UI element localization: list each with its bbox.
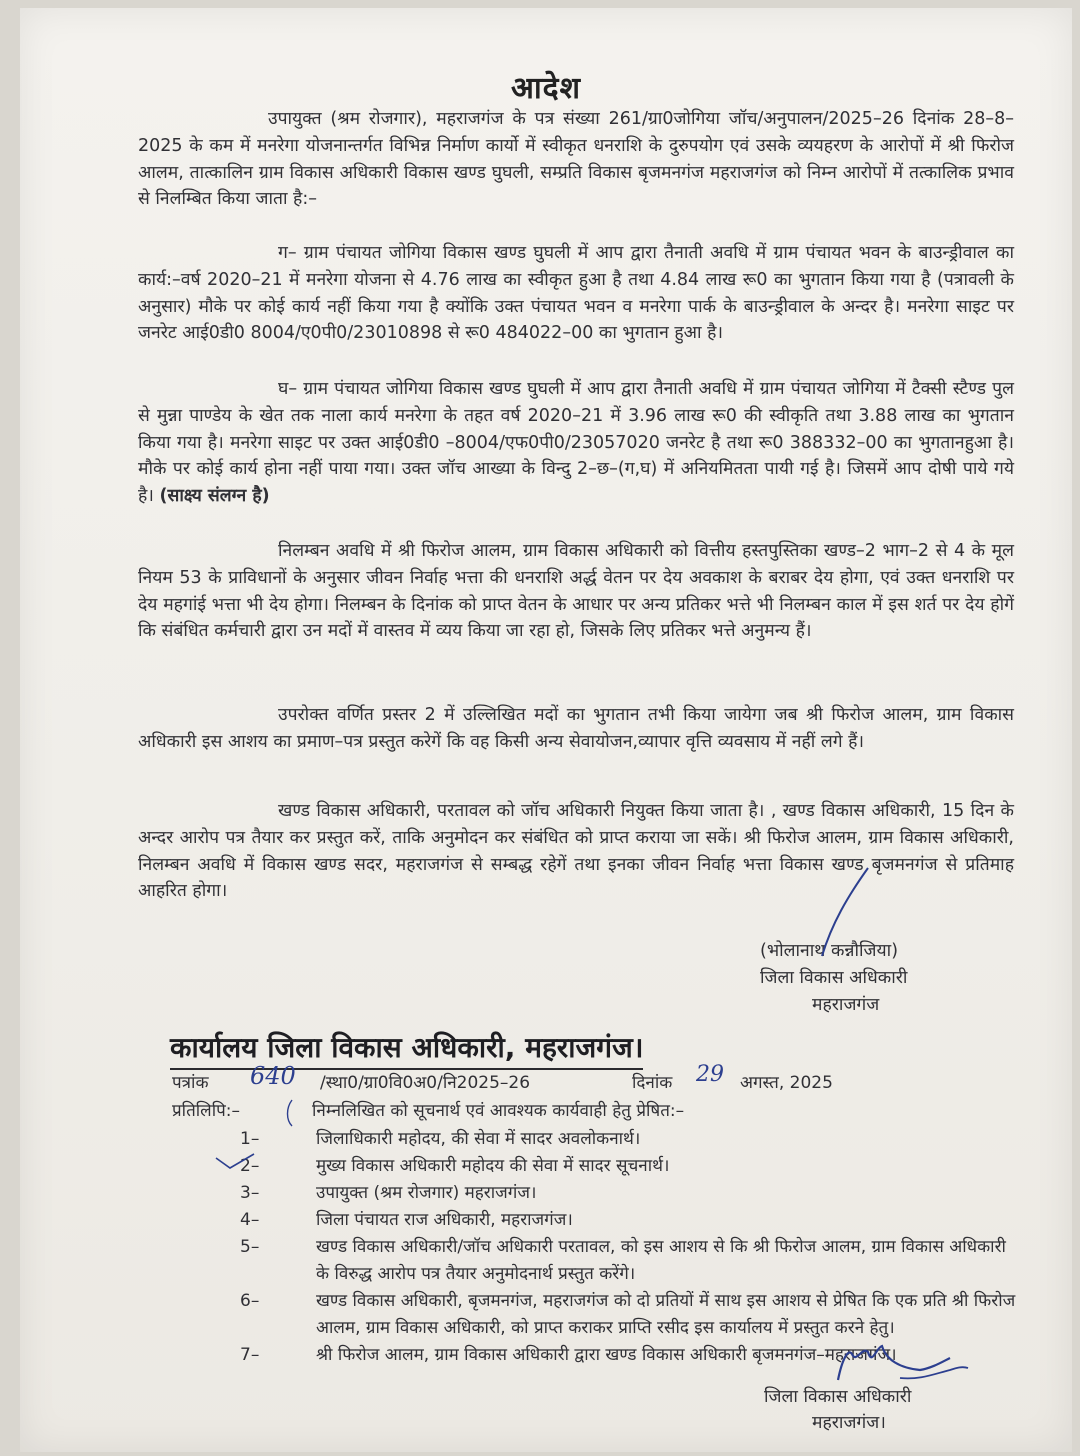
date-month-year: अगस्त, 2025 [740,1073,833,1093]
signatory-designation: जिला विकास अधिकारी [760,968,908,988]
item-text: खण्ड विकास अधिकारी, बृजमनगंज, महराजगंज को दो प्रतियों में साथ इस आशय से प्रेषित कि एक प्रति श्री फिरोज आलम, ग्राम विकास अधिकारी, को प्राप्त कराकर प्राप्ति रसीद इस कार्यालय में प्रस्तुत करने हेतु। [316,1291,1016,1338]
reference-label: पत्रांक [172,1073,209,1093]
list-item [220,1180,1020,1207]
item-number: 2– [240,1156,260,1176]
item-text: जिला पंचायत राज अधिकारी, महराजगंज। [316,1210,573,1230]
item-number: 1– [240,1129,260,1149]
signature-block-1 [760,938,907,1019]
office-header: कार्यालय जिला विकास अधिकारी, महराजगंज। [170,1028,643,1070]
item-number: 7– [240,1345,260,1365]
reference-code: /स्था0/ग्रा0वि0अ0/नि2025–26 [320,1073,531,1093]
list-item [220,1342,1020,1369]
list-item [220,1234,1020,1288]
signatory-designation: जिला विकास अधिकारी [764,1387,912,1407]
item-number: 4– [240,1210,260,1230]
date-label: दिनांक [632,1073,673,1093]
list-item [220,1288,1020,1342]
item-text: जिलाधिकारी महोदय, की सेवा में सादर अवलोकनार्थ। [316,1129,641,1149]
signatory-place: महराजगंज। [812,1413,886,1433]
allowance-paragraph: निलम्बन अवधि में श्री फिरोज आलम, ग्राम विकास अधिकारी को वित्तीय हस्तपुस्तिका खण्ड–2 भाग–2 से 4 के मूल नियम 53 के प्राविधानों के अनुसार जीवन निर्वाह भत्ता की धनराशि अर्द्ध वेतन पर देय अवकाश के बराबर देय होगा, एवं उक्त धनराशि पर देय महगांई भत्ता भी देय होगा। निलम्बन के दिनांक को प्राप्त वेतन के आधार पर अन्य प्रतिकर भत्ते भी निलम्बन काल में इस शर्त पर देय होगें कि संबंधित कर्मचारी द्वारा उन मदों में वास्तव में व्यय किया जा रहा हो, जिसके लिए प्रतिकर भत्ते अनुमन्य हैं। [138,541,1014,642]
signatory-name: (भोलानाथ कन्नौजिया) [760,941,899,961]
order-paragraph-intro: उपायुक्त (श्रम रोजगार), महराजगंज के पत्र संख्या 261/ग्रा0जोगिया जॉच/अनुपालन/2025–26 दिनांक 28–8–2025 के कम में मनरेगा योजनान्तर्गत विभिन्न निर्माण कार्यो में स्वीकृत धनराशि के दुरुपयोग एवं उसके व्ययहरण के आरोपों में श्री फिरोज आलम, तात्कालिन ग्राम विकास अधिकारी विकास खण्ड घुघली, सम्प्रति विकास बृजमनगंज महराजगंज को निम्न आरोपों में तत्कालिक प्रभाव से निलम्बित किया जाता है:– [138,109,1014,210]
list-item [220,1207,1020,1234]
item-text: मुख्य विकास अधिकारी महोदय की सेवा में सादर सूचनार्थ। [316,1156,670,1176]
document-title: आदेश [511,71,581,106]
payment-condition-paragraph: उपरोक्त वर्णित प्रस्तर 2 में उल्लिखित मदों का भुगतान तभी किया जायेगा जब श्री फिरोज आलम, ग्राम विकास अधिकारी इस आशय का प्रमाण–पत्र प्रस्तुत करेगें कि वह किसी अन्य सेवायोजन,व्यापार वृत्ति व्यवसाय में नहीं लगे हैं। [138,705,1014,752]
item-number: 3– [240,1183,260,1203]
signatory-place: महराजगंज [812,995,880,1015]
charge-text: घ– ग्राम पंचायत जोगिया विकास खण्ड घुघली में आप द्वारा तैनाती अवधि में ग्राम पंचायत जोगिया में टैक्सी स्टैण्ड पुल से मुन्ना पाण्डेय के खेत तक नाला कार्य मनरेगा के तहत वर्ष 2020–21 में 3.96 लाख रू0 की स्वीकृति तथा 3.88 लाख का भुगतान किया गया है। मनरेगा साइट पर उक्त आई0डी0 –8004/एफ0पी0/23057020 जनरेट है तथा रू0 388332–00 का भुगतानहुआ है। मौके पर कोई कार्य होना नहीं पाया गया। उक्त जॉच आख्या के विन्दु 2–छ–(ग,घ) में अनियमितता पायी गई है। जिसमें आप दोषी पाये गये है। [138,379,1014,507]
date-day-handwritten: 29 [696,1062,724,1087]
copy-to-intro: निम्नलिखित को सूचनार्थ एवं आवश्यक कार्यवाही हेतु प्रेषित:– [312,1101,685,1121]
item-text: खण्ड विकास अधिकारी/जॉच अधिकारी परतावल, को इस आशय से कि श्री फिरोज आलम, ग्राम विकास अधिकारी के विरुद्ध आरोप पत्र तैयार अनुमोदनार्थ प्रस्तुत करेंगे। [316,1237,1006,1284]
signature-block-2 [764,1384,911,1436]
document-page [20,8,1072,1452]
list-item [220,1126,1020,1153]
bracket-mark [288,1100,293,1126]
charge-paragraph-ga: ग– ग्राम पंचायत जोगिया विकास खण्ड घुघली में आप द्वारा तैनाती अवधि में ग्राम पंचायत भवन के बाउन्ड्रीवाल का कार्य:–वर्ष 2020–21 में मनरेगा योजना से 4.76 लाख का स्वीकृत हुआ है तथा 4.84 लाख रू0 का भुगतान किया गया है (पत्रावली के अनुसार) मौके पर कोई कार्य नहीं किया गया है क्योंकि उक्त पंचायत भवन व मनरेगा पार्क के बाउन्ड्रीवाल के अन्दर है। मनरेगा साइट पर जनरेट आई0डी0 8004/ए0पी0/23010898 से रू0 484022–00 का भुगतान हुआ है। [138,243,1014,344]
item-text: उपायुक्त (श्रम रोजगार) महराजगंज। [316,1183,537,1203]
item-text: श्री फिरोज आलम, ग्राम विकास अधिकारी द्वारा खण्ड विकास अधिकारी बृजमनगंज–महराजगंज। [316,1345,897,1365]
inquiry-officer-paragraph: खण्ड विकास अधिकारी, परतावल को जॉच अधिकारी नियुक्त किया जाता है। , खण्ड विकास अधिकारी, 15 दिन के अन्दर आरोप पत्र तैयार कर प्रस्तुत करें, ताकि अनुमोदन कर संबंधित को प्राप्त कराया जा सकें। श्री फिरोज आलम, ग्राम विकास अधिकारी, निलम्बन अवधि में विकास खण्ड सदर, महराजगंज से सम्बद्ध रहेगें तथा इनका जीवन निर्वाह भत्ता विकास खण्ड बृजमनगंज से प्रतिमाह आहरित होगा। [138,801,1014,902]
charge-paragraph-gha [138,376,1014,510]
list-item [220,1153,1020,1180]
copy-to-label: प्रतिलिपि:– [172,1101,240,1121]
reference-number-handwritten: 640 [250,1062,296,1090]
distribution-list [220,1126,1020,1369]
item-number: 5– [240,1237,260,1257]
item-number: 6– [240,1291,260,1311]
evidence-note: (साक्ष्य संलग्न है) [159,486,270,507]
